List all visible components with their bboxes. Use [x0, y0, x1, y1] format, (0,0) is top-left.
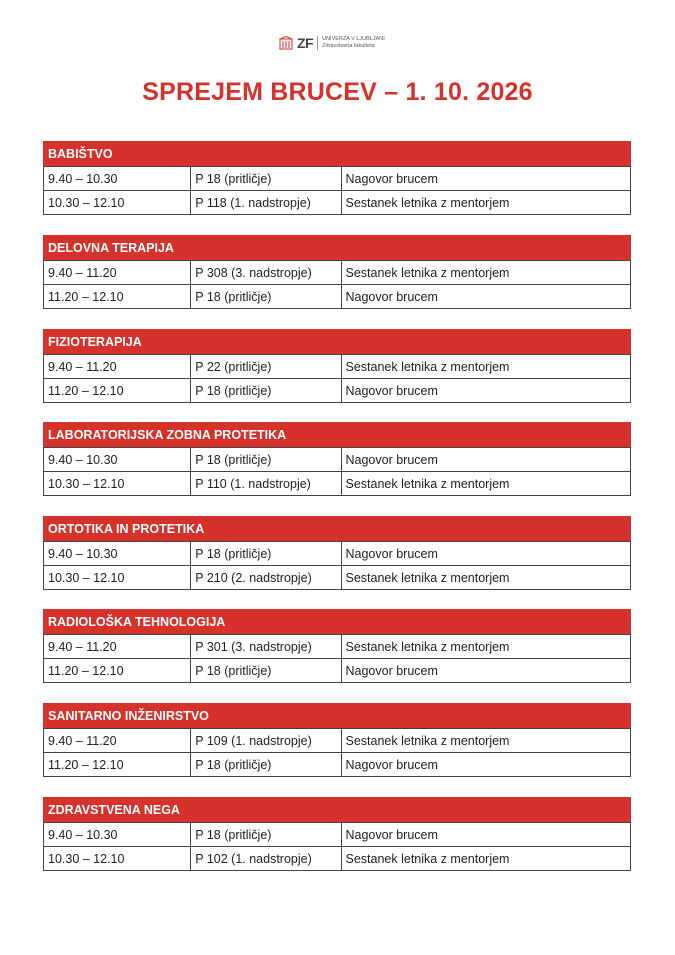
program-table: [43, 422, 631, 496]
program-name: RADIOLOŠKA TEHNOLOGIJA: [44, 610, 631, 635]
program-table: [43, 329, 631, 403]
room-cell: P 18 (pritličje): [191, 448, 341, 472]
table-row: [44, 823, 631, 847]
program-header: [44, 517, 631, 542]
time-cell: 10.30 – 12.10: [44, 847, 191, 871]
event-cell: Sestanek letnika z mentorjem: [341, 635, 631, 659]
program-name: ORTOTIKA IN PROTETIKA: [44, 517, 631, 542]
table-row: [44, 566, 631, 590]
event-cell: Nagovor brucem: [341, 823, 631, 847]
program-name: FIZIOTERAPIJA: [44, 330, 631, 355]
logo-university: UNIVERZA V LJUBLJANI: [322, 36, 385, 42]
room-cell: P 18 (pritličje): [191, 542, 341, 566]
time-cell: 11.20 – 12.10: [44, 753, 191, 777]
table-row: [44, 659, 631, 683]
table-row: [44, 729, 631, 753]
time-cell: 9.40 – 11.20: [44, 261, 191, 285]
program-table: [43, 797, 631, 871]
table-row: [44, 379, 631, 403]
time-cell: 10.30 – 12.10: [44, 566, 191, 590]
table-row: [44, 167, 631, 191]
time-cell: 9.40 – 11.20: [44, 635, 191, 659]
logo-mark: ZF: [297, 35, 314, 51]
time-cell: 10.30 – 12.10: [44, 191, 191, 215]
time-cell: 9.40 – 10.30: [44, 448, 191, 472]
room-cell: P 109 (1. nadstropje): [191, 729, 341, 753]
logo-faculty: Zdravstvena fakulteta: [322, 43, 375, 49]
room-cell: P 18 (pritličje): [191, 823, 341, 847]
room-cell: P 22 (pritličje): [191, 355, 341, 379]
program-table: [43, 141, 631, 215]
program-name: ZDRAVSTVENA NEGA: [44, 798, 631, 823]
event-cell: Nagovor brucem: [341, 542, 631, 566]
event-cell: Sestanek letnika z mentorjem: [341, 261, 631, 285]
time-cell: 10.30 – 12.10: [44, 472, 191, 496]
room-cell: P 18 (pritličje): [191, 379, 341, 403]
university-seal-icon: [279, 36, 293, 50]
program-table: [43, 235, 631, 309]
room-cell: P 18 (pritličje): [191, 167, 341, 191]
room-cell: P 110 (1. nadstropje): [191, 472, 341, 496]
event-cell: Sestanek letnika z mentorjem: [341, 729, 631, 753]
room-cell: P 301 (3. nadstropje): [191, 635, 341, 659]
logo-text: [322, 36, 385, 50]
page-title: SPREJEM BRUCEV – 1. 10. 2026: [142, 78, 533, 106]
program-header: [44, 610, 631, 635]
room-cell: P 102 (1. nadstropje): [191, 847, 341, 871]
event-cell: Nagovor brucem: [341, 753, 631, 777]
event-cell: Nagovor brucem: [341, 167, 631, 191]
room-cell: P 18 (pritličje): [191, 659, 341, 683]
program-table: [43, 703, 631, 777]
program-header: [44, 236, 631, 261]
room-cell: P 18 (pritličje): [191, 753, 341, 777]
event-cell: Nagovor brucem: [341, 379, 631, 403]
logo-divider: [317, 36, 318, 50]
table-row: [44, 285, 631, 309]
time-cell: 9.40 – 10.30: [44, 167, 191, 191]
event-cell: Nagovor brucem: [341, 659, 631, 683]
room-cell: P 118 (1. nadstropje): [191, 191, 341, 215]
program-header: [44, 423, 631, 448]
program-name: SANITARNO INŽENIRSTVO: [44, 704, 631, 729]
university-logo: [279, 34, 385, 52]
time-cell: 11.20 – 12.10: [44, 379, 191, 403]
program-header: [44, 142, 631, 167]
time-cell: 11.20 – 12.10: [44, 659, 191, 683]
table-row: [44, 847, 631, 871]
program-table: [43, 516, 631, 590]
event-cell: Sestanek letnika z mentorjem: [341, 472, 631, 496]
room-cell: P 210 (2. nadstropje): [191, 566, 341, 590]
table-row: [44, 191, 631, 215]
program-header: [44, 704, 631, 729]
time-cell: 11.20 – 12.10: [44, 285, 191, 309]
time-cell: 9.40 – 11.20: [44, 355, 191, 379]
table-row: [44, 261, 631, 285]
table-row: [44, 472, 631, 496]
program-name: DELOVNA TERAPIJA: [44, 236, 631, 261]
event-cell: Nagovor brucem: [341, 285, 631, 309]
table-row: [44, 355, 631, 379]
table-row: [44, 448, 631, 472]
room-cell: P 18 (pritličje): [191, 285, 341, 309]
program-header: [44, 330, 631, 355]
program-name: LABORATORIJSKA ZOBNA PROTETIKA: [44, 423, 631, 448]
time-cell: 9.40 – 10.30: [44, 542, 191, 566]
event-cell: Nagovor brucem: [341, 448, 631, 472]
event-cell: Sestanek letnika z mentorjem: [341, 191, 631, 215]
program-table: [43, 609, 631, 683]
table-row: [44, 542, 631, 566]
program-header: [44, 798, 631, 823]
table-row: [44, 753, 631, 777]
room-cell: P 308 (3. nadstropje): [191, 261, 341, 285]
time-cell: 9.40 – 10.30: [44, 823, 191, 847]
event-cell: Sestanek letnika z mentorjem: [341, 847, 631, 871]
event-cell: Sestanek letnika z mentorjem: [341, 566, 631, 590]
time-cell: 9.40 – 11.20: [44, 729, 191, 753]
event-cell: Sestanek letnika z mentorjem: [341, 355, 631, 379]
table-row: [44, 635, 631, 659]
program-name: BABIŠTVO: [44, 142, 631, 167]
